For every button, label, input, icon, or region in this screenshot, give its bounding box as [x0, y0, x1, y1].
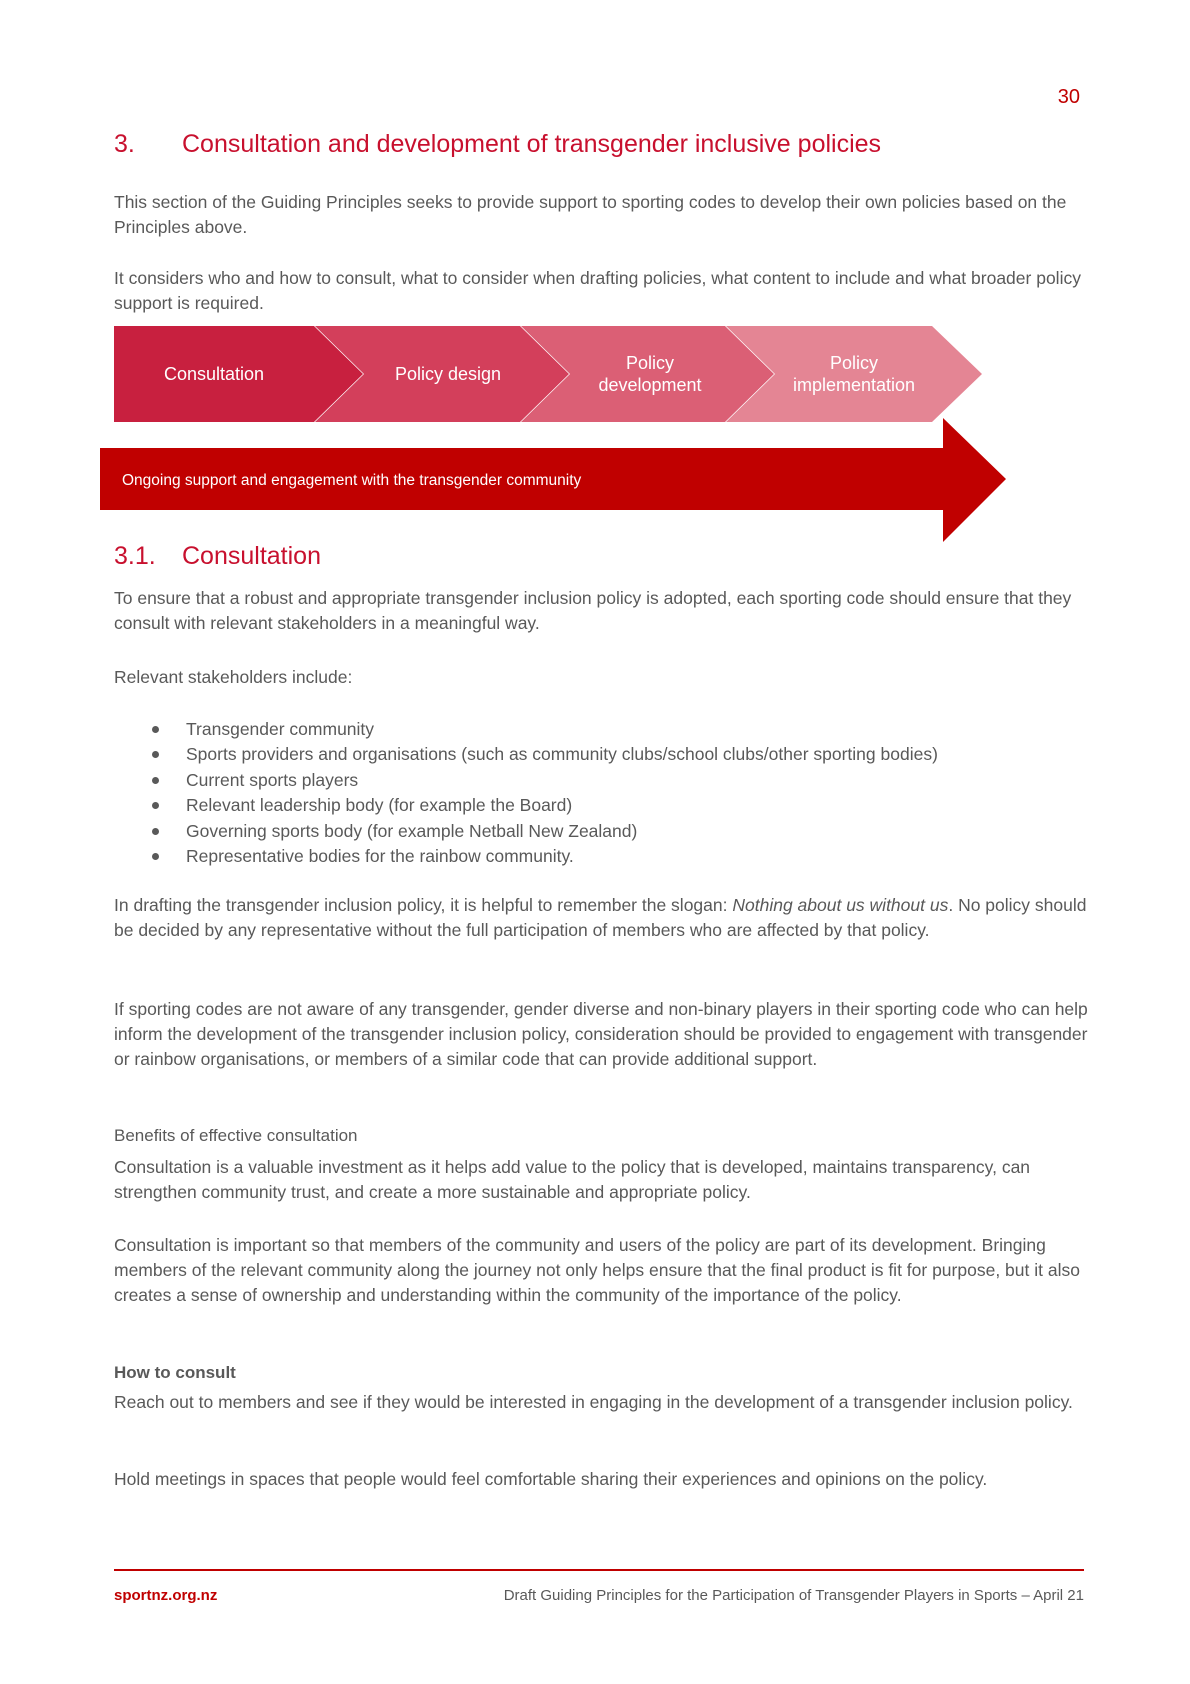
benefits-heading: Benefits of effective consultation — [114, 1126, 358, 1145]
how-para-1: Reach out to members and see if they would be interested in engaging in the development of a transgender inclusion policy. — [114, 1392, 1073, 1412]
list-item — [114, 717, 1074, 742]
footer-website: sportnz.org.nz — [114, 1587, 218, 1604]
bullet-icon — [152, 802, 159, 809]
step-1-text: Consultation — [163, 364, 265, 384]
benefits-para-2: Consultation is important so that members of the community and users of the policy are part of its development. Bringing members of the relevant community along the journey not only helps ensure that the final product is fit for purpose, but it also creates a sense of ownership and understanding within the community of the importance of the policy. — [114, 1235, 1080, 1305]
bullet-icon — [152, 828, 159, 835]
awareness-paragraph: If sporting codes are not aware of any transgender, gender diverse and non-binary players in their sporting code who can help inform the development of the transgender inclusion policy, consideration should be provided to engagement with transgender or rainbow organisations, or members of a similar code that can provide additional support. — [114, 999, 1088, 1069]
step-2-label — [358, 326, 538, 422]
stakeholders-intro: Relevant stakeholders include: — [114, 667, 353, 687]
list-item-text: Relevant leadership body (for example the Board) — [186, 795, 573, 816]
subsection-title: Consultation — [182, 542, 321, 570]
subsection-heading — [114, 542, 321, 571]
footer-divider — [114, 1569, 1084, 1571]
page-number: 30 — [1057, 86, 1080, 108]
list-item — [114, 819, 1074, 844]
step-3-text-line1: Policy — [625, 353, 674, 373]
slogan-para-post: . No policy should be decided by any representative without the full participation of members who are affected by that policy. — [114, 895, 1087, 940]
step-2-text: Policy design — [394, 364, 502, 384]
list-item-text: Current sports players — [186, 769, 359, 790]
step-4-text-line2: implementation — [792, 375, 916, 395]
slogan-paragraph — [114, 893, 1089, 943]
list-item-text: Sports providers and organisations (such as community clubs/school clubs/other sporting bodies) — [186, 744, 938, 765]
list-item — [114, 768, 1074, 793]
section-intro-1: This section of the Guiding Principles seeks to provide support to sporting codes to develop their own policies based on the Principles above. — [114, 192, 1067, 237]
slogan-para-pre: In drafting the transgender inclusion policy, it is helpful to remember the slogan: — [114, 895, 733, 915]
stakeholders-list — [114, 717, 1074, 869]
list-item-text: Representative bodies for the rainbow community. — [186, 846, 574, 867]
ongoing-arrow-label: Ongoing support and engagement with the transgender community — [122, 472, 582, 489]
list-item — [114, 844, 1074, 869]
bullet-icon — [152, 751, 159, 758]
step-4-text-line1: Policy — [829, 353, 878, 373]
how-para-2: Hold meetings in spaces that people would feel comfortable sharing their experiences and opinions on the policy. — [114, 1469, 988, 1489]
step-1-label — [114, 326, 314, 422]
section-intro-2: It considers who and how to consult, what to consider when drafting policies, what content to include and what broader policy support is required. — [114, 268, 1081, 313]
section-title: Consultation and development of transgender inclusive policies — [182, 130, 882, 158]
list-item — [114, 793, 1074, 818]
step-3-label — [560, 326, 740, 422]
process-diagram — [100, 322, 1010, 544]
section-number: 3. — [114, 130, 135, 158]
section-heading — [114, 130, 881, 159]
consultation-para-1: To ensure that a robust and appropriate transgender inclusion policy is adopted, each sporting code should ensure that they consult with relevant stakeholders in a meaningful way. — [114, 588, 1072, 633]
step-3-text-line2: development — [598, 375, 702, 395]
slogan-text: Nothing about us without us — [732, 895, 949, 915]
list-item-text: Governing sports body (for example Netball New Zealand) — [186, 820, 638, 841]
footer-document-title: Draft Guiding Principles for the Participation of Transgender Players in Sports – April 21 — [503, 1587, 1084, 1604]
bullet-icon — [152, 853, 159, 860]
benefits-para-1: Consultation is a valuable investment as it helps add value to the policy that is developed, maintains transparency, can strengthen community trust, and create a more sustainable and appropriate policy. — [114, 1157, 1031, 1202]
list-item — [114, 742, 1074, 767]
how-to-consult-heading: How to consult — [114, 1363, 236, 1382]
subsection-number: 3.1. — [114, 542, 156, 570]
step-4-label — [764, 326, 944, 422]
bullet-icon — [152, 726, 159, 733]
list-item-text: Transgender community — [186, 719, 375, 739]
bullet-icon — [152, 777, 159, 784]
